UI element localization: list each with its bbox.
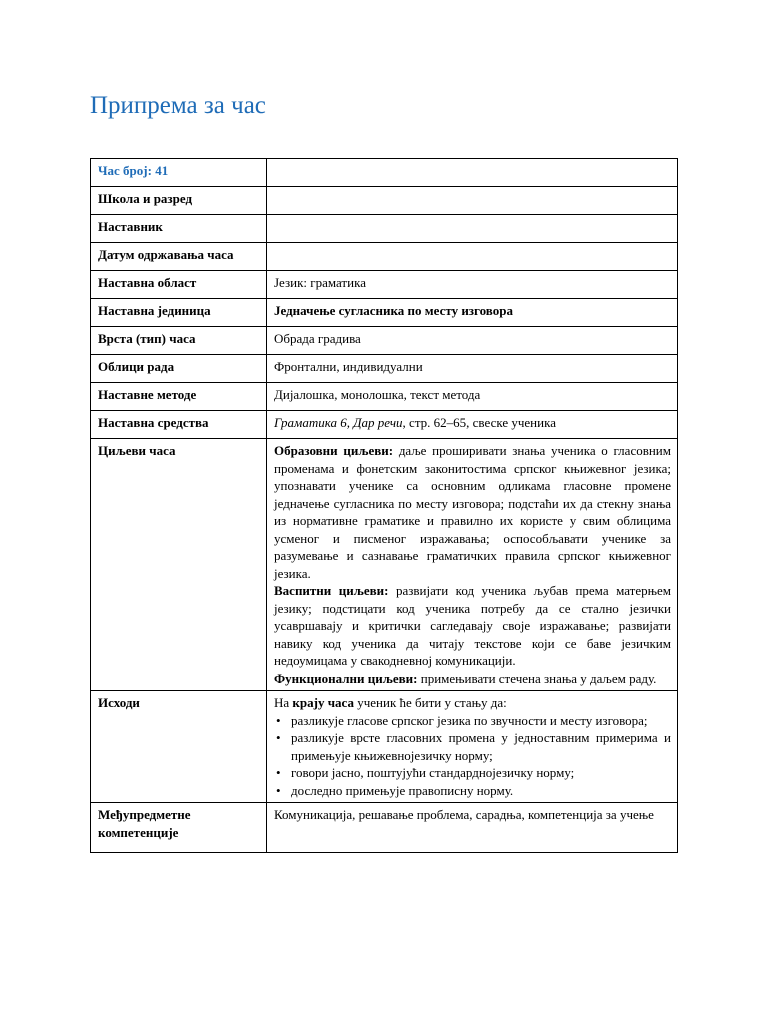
outcomes-label: Исходи	[91, 691, 267, 803]
lesson-date-value	[267, 243, 678, 271]
table-row	[91, 299, 678, 327]
bullet-icon: •	[276, 765, 281, 780]
functional-goals	[274, 670, 671, 688]
textbook-title: Граматика 6, Дар речи	[274, 415, 403, 430]
teaching-aids-rest: , стр. 62–65, свеске ученика	[402, 415, 556, 430]
lesson-date-label: Датум одржавања часа	[91, 243, 267, 271]
teacher-label: Наставник	[91, 215, 267, 243]
table-row	[91, 411, 678, 439]
upbringing-goals-text: развијати код ученика љубав према матерњем језику; подстицати код ученика потребу да се стално језички усавршавају и критички сагледавају своје изражавање; развијати навику код ученика да читају текстове који се баве језичким недоумицама у свакодневној комуникацији.	[274, 583, 671, 668]
table-row	[91, 187, 678, 215]
lesson-type-label: Врста (тип) часа	[91, 327, 267, 355]
functional-goals-heading: Функционални циљеви:	[274, 670, 418, 686]
table-row	[91, 159, 678, 187]
table-row	[91, 383, 678, 411]
bullet-icon: •	[276, 712, 281, 728]
educational-goals-heading: Образовни циљеви:	[274, 443, 394, 458]
page-title: Припрема за час	[90, 92, 266, 119]
teaching-area-label: Наставна област	[91, 271, 267, 299]
table-row	[91, 215, 678, 243]
bullet-icon: •	[276, 730, 281, 745]
educational-goals-text: даље проширивати знања ученика о гласовним променама и фонетским законитостима српског књижевног језика; упознавати ученике са основним одликама гласовне промене једначење сугласника по месту изговора; подстаћи их да стекну знања из нормативне граматике и правилно их користе у свим облицима усменог и писменог изражавања; оспособљавати ученике за разумевање и сазнавање граматичких правила српског књижевног језика.	[274, 443, 671, 581]
table-row	[91, 803, 678, 853]
table-row	[91, 691, 678, 803]
lesson-number-value	[267, 159, 678, 187]
work-forms-value: Фронтални, индивидуални	[267, 355, 678, 383]
table-row	[91, 355, 678, 383]
outcomes-intro-bold: крају часа	[292, 695, 354, 710]
table-row	[91, 243, 678, 271]
lesson-number-label: Час број: 41	[91, 159, 267, 187]
teaching-methods-value: Дијалошка, монолошка, текст метода	[267, 383, 678, 411]
upbringing-goals	[274, 582, 671, 670]
educational-goals	[274, 442, 671, 582]
table-row	[91, 271, 678, 299]
lesson-goals-label: Циљеви часа	[91, 439, 267, 691]
teaching-aids-label: Наставна средства	[91, 411, 267, 439]
list-item: • разликује врсте гласовних промена у једноставним примерима и примењује књижевнојезичку норму;	[276, 730, 671, 763]
work-forms-label: Облици рада	[91, 355, 267, 383]
outcomes-list	[274, 712, 671, 800]
lesson-type-value: Обрада градива	[267, 327, 678, 355]
lesson-goals-value	[267, 439, 678, 691]
teaching-aids-value	[267, 411, 678, 439]
table-row	[91, 439, 678, 691]
teacher-value	[267, 215, 678, 243]
list-item: • доследно примењује правописну норму.	[276, 782, 514, 798]
lesson-plan-table	[90, 158, 678, 853]
teaching-area-value: Језик: граматика	[267, 271, 678, 299]
school-grade-value	[267, 187, 678, 215]
table-row	[91, 327, 678, 355]
cross-curricular-label: Међупредметне компетенције	[91, 803, 267, 853]
functional-goals-text: примењивати стечена знања у даљем раду.	[417, 670, 657, 686]
teaching-methods-label: Наставне методе	[91, 383, 267, 411]
cross-curricular-value: Комуникација, решавање проблема, сарадња, компетенција за учење	[267, 803, 678, 853]
outcomes-intro: На крају часа ученик ће бити у стању да:	[274, 695, 507, 710]
bullet-icon: •	[276, 782, 281, 798]
outcomes-value	[267, 691, 678, 803]
school-grade-label: Школа и разред	[91, 187, 267, 215]
teaching-unit-value: Једначење сугласника по месту изговора	[267, 299, 678, 327]
upbringing-goals-heading: Васпитни циљеви:	[274, 583, 389, 598]
list-item: • разликује гласове српског језика по звучности и месту изговора;	[276, 712, 648, 728]
list-item: • говори јасно, поштујући стандарднојезичку норму;	[276, 765, 575, 780]
teaching-unit-label: Наставна јединица	[91, 299, 267, 327]
